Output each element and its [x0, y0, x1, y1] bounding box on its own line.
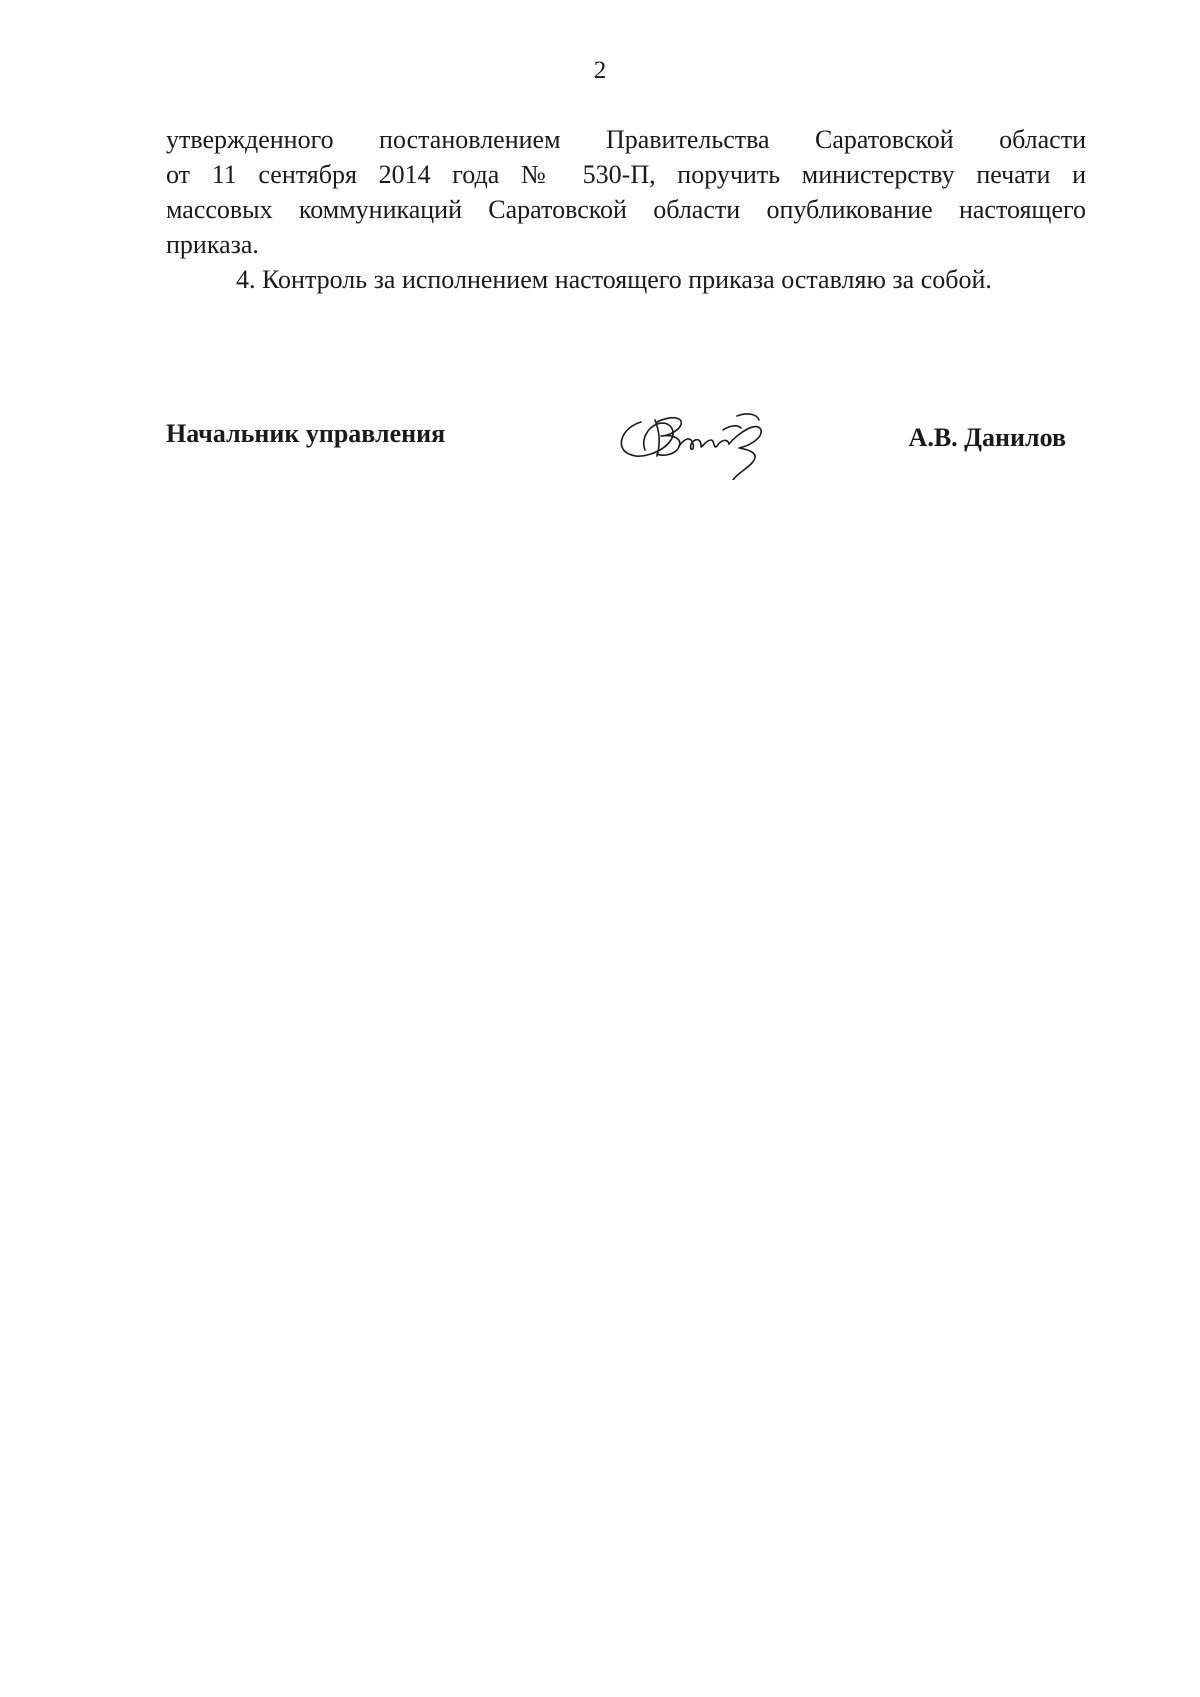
signer-position: Начальник управления: [166, 419, 446, 448]
body-line-4: приказа.: [166, 230, 259, 259]
page-number: 2: [593, 57, 607, 84]
signature-block: [166, 400, 1066, 480]
body-paragraph-4: 4. Контроль за исполнением настоящего приказа оставляю за собой.: [236, 265, 992, 294]
signer-name: А.В. Данилов: [908, 423, 1066, 452]
body-line-3: массовых коммуникаций Саратовской области опубликование настоящего: [166, 195, 1086, 224]
body-text: [166, 122, 1086, 297]
handwritten-signature-icon: [611, 400, 791, 480]
body-line-2: от 11 сентября 2014 года № 530-П, поручить министерству печати и: [166, 160, 1086, 189]
body-line-1: утвержденного постановлением Правительства Саратовской области: [166, 125, 1086, 154]
